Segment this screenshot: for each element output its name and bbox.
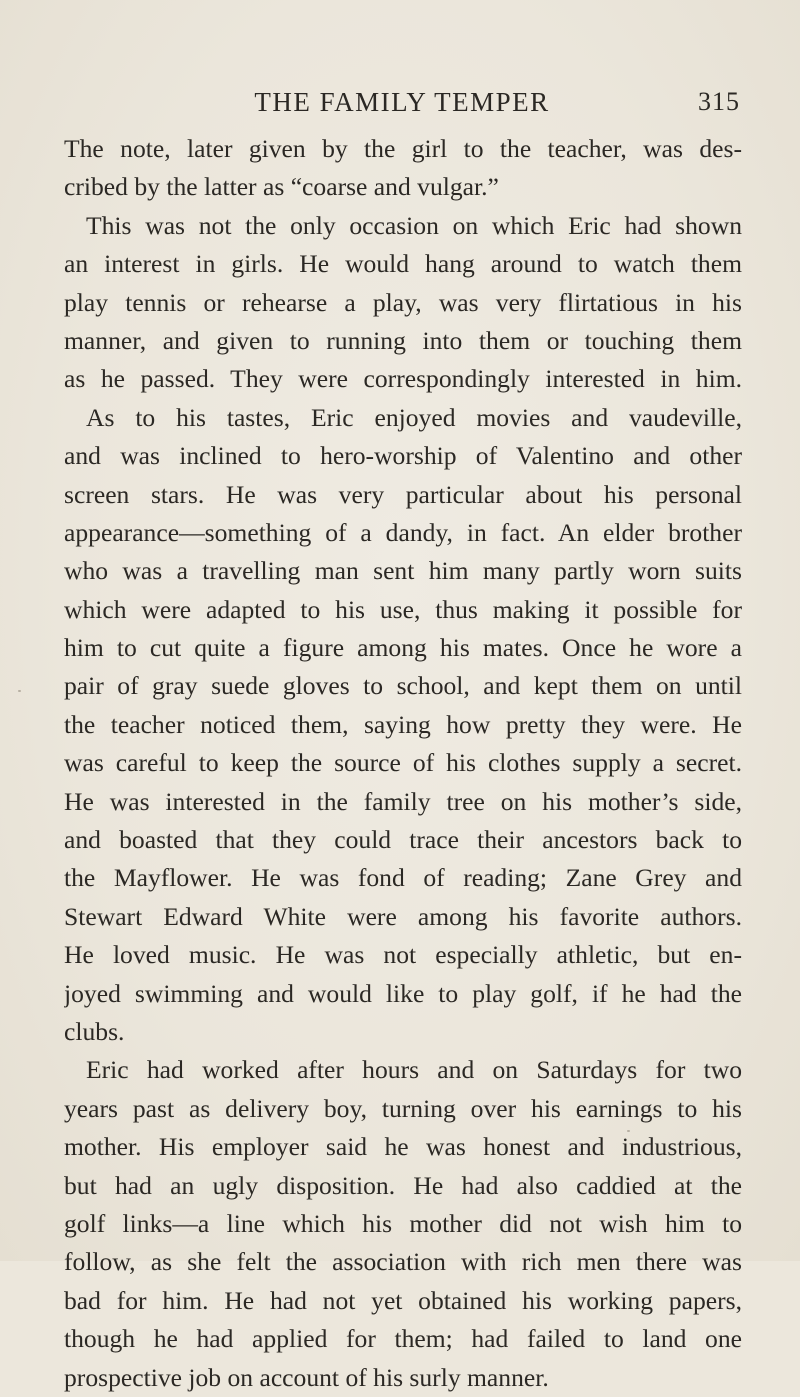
text-line: manner, and given to running into them or touching them [64, 325, 742, 355]
text-line: appearance—something of a dandy, in fact. An elder brother [64, 517, 742, 547]
paper-speck [18, 690, 21, 692]
text-line: The note, later given by the girl to the teacher, was des- [64, 134, 742, 163]
text-line: As to his tastes, Eric enjoyed movies and vaudeville, [86, 402, 742, 432]
paper-speck [627, 1130, 630, 1132]
text-line: years past as delivery boy, turning over his earnings to his [64, 1093, 742, 1123]
text-line: Eric had worked after hours and on Saturdays for two [86, 1055, 742, 1085]
text-line: clubs. [64, 1016, 125, 1046]
running-title: THE FAMILY TEMPER [254, 87, 550, 117]
text-line: golf links—a line which his mother did not wish him to [64, 1208, 742, 1238]
text-line: He loved music. He was not especially athletic, but en- [64, 940, 742, 970]
text-line: him to cut quite a figure among his mates. Once he wore a [64, 633, 742, 663]
text-line: and boasted that they could trace their ancestors back to [64, 825, 742, 855]
running-head [64, 86, 740, 126]
text-line: was careful to keep the source of his clothes supply a secret. [64, 748, 742, 778]
text-line: cribed by the latter as “coarse and vulgar.” [64, 172, 499, 202]
text-line: pair of gray suede gloves to school, and kept them on until [64, 671, 742, 701]
text-line: prospective job on account of his surly manner. [64, 1362, 549, 1392]
text-line: He was interested in the family tree on his mother’s side, [64, 786, 742, 816]
text-line: an interest in girls. He would hang around to watch them [64, 249, 742, 279]
page-number: 315 [698, 87, 740, 116]
text-line: follow, as she felt the association with rich men there was [64, 1247, 742, 1277]
text-line: bad for him. He had not yet obtained his working papers, [64, 1285, 742, 1315]
text-line: who was a travelling man sent him many partly worn suits [64, 556, 742, 586]
text-line: though he had applied for them; had failed to land one [64, 1324, 742, 1354]
text-line: as he passed. They were correspondingly interested in him. [64, 364, 742, 394]
text-line: mother. His employer said he was honest and industrious, [64, 1132, 742, 1162]
text-line: but had an ugly disposition. He had also caddied at the [64, 1170, 742, 1200]
text-line: This was not the only occasion on which Eric had shown [86, 210, 742, 240]
text-line: the Mayflower. He was fond of reading; Zane Grey and [64, 863, 742, 893]
text-line: play tennis or rehearse a play, was very flirtatious in his [64, 287, 742, 317]
text-line: screen stars. He was very particular about his personal [64, 479, 742, 509]
text-line: which were adapted to his use, thus making it possible for [64, 594, 742, 624]
text-line: and was inclined to hero-worship of Valentino and other [64, 441, 742, 471]
text-line: the teacher noticed them, saying how pretty they were. He [64, 709, 742, 739]
text-line: Stewart Edward White were among his favorite authors. [64, 901, 742, 931]
body-text [64, 130, 742, 1397]
text-line: joyed swimming and would like to play golf, if he had the [64, 978, 742, 1008]
